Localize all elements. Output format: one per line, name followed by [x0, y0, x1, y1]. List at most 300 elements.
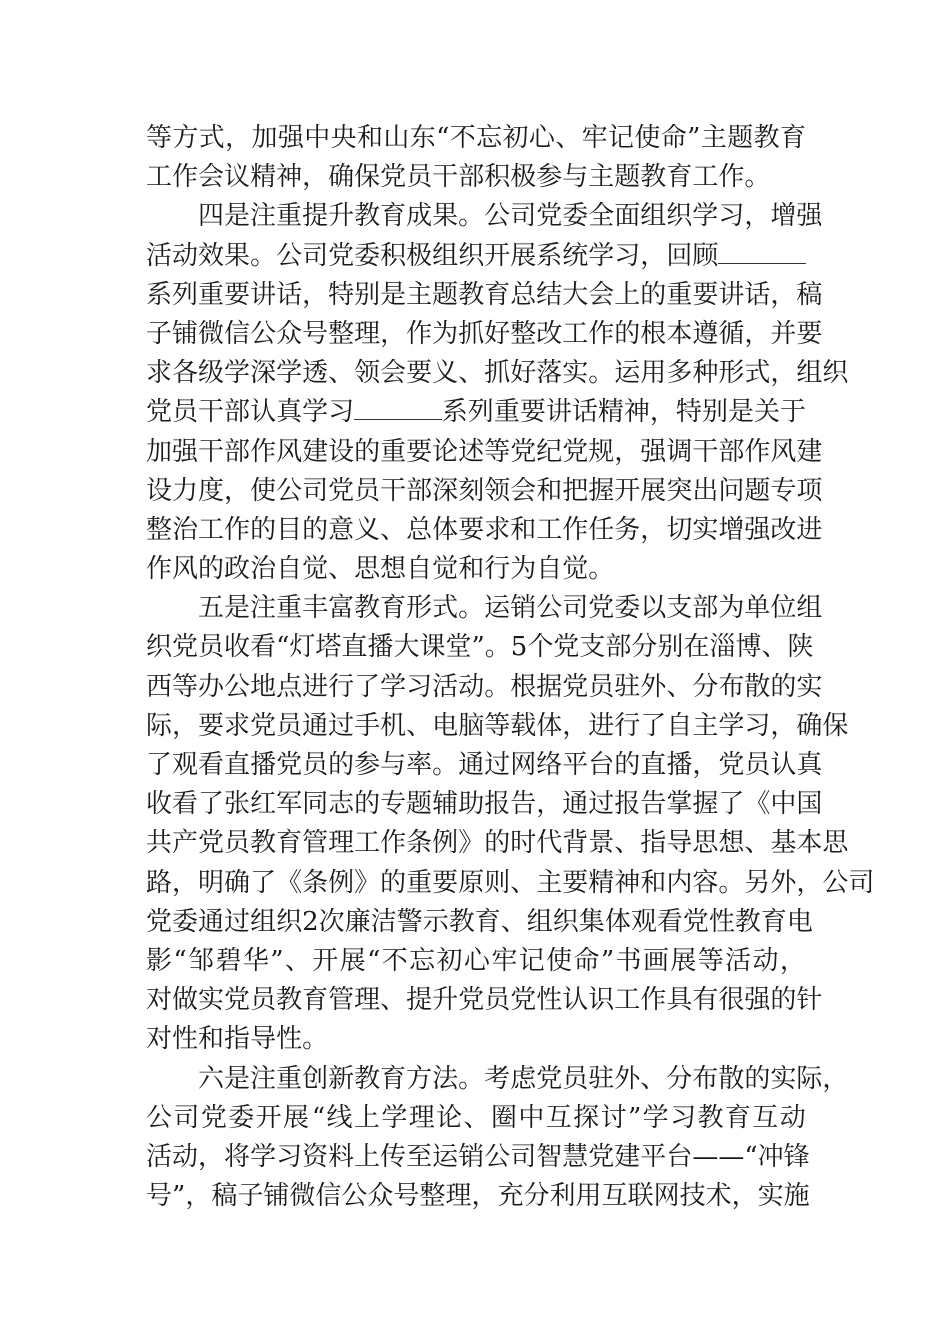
text-char: 会	[510, 475, 537, 506]
text-char: 播	[250, 750, 277, 780]
text-char: 看	[198, 750, 225, 780]
text-char: 作	[562, 514, 589, 545]
text-char: 目	[276, 514, 303, 545]
text-char: 司	[510, 201, 537, 232]
text-char: 集	[578, 906, 605, 937]
text-char: 。	[458, 1063, 485, 1094]
text-char: 、	[463, 1102, 490, 1133]
text-char: 根	[510, 671, 537, 702]
text-char: 强	[640, 436, 667, 467]
text-char: 党	[588, 593, 615, 624]
text-char: 遵	[692, 318, 719, 349]
text-char: 工	[146, 162, 173, 193]
text-char: 华	[242, 945, 269, 976]
text-char: 活	[432, 671, 459, 702]
text-char: 分	[523, 1181, 550, 1212]
text-char: 是	[224, 201, 251, 232]
text-char: 做	[172, 985, 199, 1016]
text-char: 过	[328, 710, 355, 741]
text-char: 员	[198, 632, 225, 663]
text-char: 分	[666, 1063, 693, 1094]
text-char: 自	[536, 554, 563, 585]
text-char: 专	[770, 475, 797, 506]
text-char: 的	[614, 750, 641, 780]
fill-in-blank	[354, 393, 442, 420]
text-char: 神	[614, 867, 641, 898]
text-char: ，	[744, 201, 771, 232]
text-line	[146, 197, 823, 236]
text-char: 、	[510, 867, 537, 898]
text-char: 育	[380, 593, 407, 624]
text-char: 部	[458, 162, 485, 193]
text-char: 领	[484, 475, 511, 506]
text-char: 确	[328, 162, 355, 193]
text-char: 组	[796, 593, 823, 624]
text-char: 干	[198, 397, 225, 428]
text-char: 富	[328, 593, 355, 624]
text-char: 通	[562, 789, 589, 820]
text-char: 联	[627, 1181, 654, 1212]
text-char: 微	[198, 318, 225, 349]
text-char: 作	[380, 828, 407, 859]
text-char: 育	[276, 828, 303, 859]
text-char: 助	[458, 789, 485, 820]
text-char: 要	[406, 358, 433, 389]
text-char: 活	[725, 945, 752, 976]
text-char: 强	[744, 514, 771, 545]
text-char: 和	[357, 123, 384, 153]
text-char: 别	[657, 632, 684, 663]
text-char: 开	[312, 945, 339, 976]
text-char: 等	[484, 436, 511, 467]
text-char: 展	[510, 240, 537, 271]
text-char: 加	[146, 436, 173, 467]
text-char: 干	[432, 162, 459, 193]
text-char: 的	[250, 514, 277, 545]
text-char: 要	[796, 318, 823, 349]
text-char: 力	[172, 475, 199, 506]
text-char: 党	[146, 397, 173, 428]
text-char: ，	[614, 436, 641, 467]
text-char: 导	[250, 1024, 277, 1055]
text-char: 干	[692, 436, 719, 467]
text-char: 是	[224, 1063, 251, 1094]
text-char: ，	[172, 867, 199, 898]
text-char: 、	[744, 828, 771, 859]
text-char: 、	[328, 554, 355, 585]
text-char: 播	[367, 632, 394, 663]
text-char: 外	[614, 1063, 641, 1094]
text-char: ”	[600, 945, 615, 976]
text-char: 号	[302, 318, 329, 349]
text-char: 实	[562, 358, 589, 389]
text-char: 路	[146, 867, 173, 898]
text-char: ，	[172, 710, 199, 741]
text-char: 抓	[484, 358, 511, 389]
text-line	[146, 276, 823, 315]
text-char: 直	[640, 750, 667, 780]
text-char: 使	[546, 945, 573, 976]
text-char: 充	[497, 1181, 524, 1212]
text-char: 思	[822, 828, 849, 859]
text-char: 使	[634, 123, 661, 153]
text-char: 公	[224, 671, 251, 702]
text-char: 四	[198, 201, 225, 232]
text-char: 组	[640, 201, 667, 232]
text-char: 面	[614, 201, 641, 232]
text-char: 子	[237, 1181, 264, 1212]
text-char: 党	[172, 632, 199, 663]
text-char: ，	[692, 750, 719, 780]
text-char: 好	[510, 358, 537, 389]
text-char: ，	[649, 397, 676, 428]
text-char: 。	[302, 1024, 329, 1055]
text-char: 产	[172, 828, 199, 859]
text-line	[146, 158, 806, 197]
text-char: 驻	[614, 671, 641, 702]
text-char: 进	[588, 710, 615, 741]
text-char: 建	[796, 436, 823, 467]
text-char: 风	[172, 554, 199, 585]
text-char: 机	[380, 710, 407, 741]
text-char: 淄	[709, 632, 736, 663]
text-char: 员	[250, 985, 277, 1016]
text-char: 果	[224, 240, 251, 271]
text-char: 习	[718, 201, 745, 232]
text-char: 央	[330, 123, 357, 153]
text-char: 育	[724, 1102, 751, 1133]
text-char: 信	[224, 318, 251, 349]
text-char: 党	[718, 750, 745, 780]
text-char: 看	[656, 906, 683, 937]
text-char: 极	[406, 240, 433, 271]
text-char: 总	[510, 279, 537, 310]
text-char: 党	[224, 985, 251, 1016]
text-char: 本	[666, 318, 693, 349]
text-char: 治	[250, 554, 277, 585]
text-char: 形	[406, 593, 433, 624]
text-char: 动	[752, 945, 779, 976]
text-char: 要	[692, 279, 719, 310]
text-char: ”	[172, 1181, 186, 1212]
text-char: 公	[536, 593, 563, 624]
text-char: 全	[588, 201, 615, 232]
text-char: 委	[172, 906, 199, 937]
text-char: 。	[588, 554, 615, 585]
text-char: 》	[458, 828, 485, 859]
text-char: 了	[146, 750, 173, 780]
text-char: 施	[783, 1181, 810, 1212]
text-char: 的	[640, 279, 667, 310]
text-char: 切	[666, 514, 693, 545]
text-char: 理	[408, 1102, 435, 1133]
text-char: 题	[432, 279, 459, 310]
text-char: 于	[779, 397, 806, 428]
text-char: 术	[705, 1181, 732, 1212]
text-char: 微	[289, 1181, 316, 1212]
text-char: 洁	[370, 906, 397, 937]
text-char: 认	[250, 397, 277, 428]
text-char: 动	[172, 1141, 199, 1172]
text-char: 是	[727, 397, 754, 428]
text-char: 动	[779, 1102, 806, 1133]
text-char: 电	[786, 906, 813, 937]
text-char: 统	[562, 240, 589, 271]
text-char: 堂	[445, 632, 472, 663]
text-char: 织	[552, 906, 579, 937]
text-char: 风	[276, 436, 303, 467]
text-char: 博	[735, 632, 762, 663]
text-char: 使	[250, 475, 277, 506]
text-line	[146, 628, 814, 667]
text-char: 党	[562, 436, 589, 467]
text-char: 中	[770, 789, 797, 820]
text-char: 等	[484, 710, 511, 741]
text-char: 虑	[510, 1063, 537, 1094]
text-char: 风	[770, 436, 797, 467]
text-char: 行	[328, 671, 355, 702]
text-char: 很	[718, 985, 745, 1016]
text-char: 党	[328, 475, 355, 506]
text-char: 别	[701, 397, 728, 428]
text-char: 电	[432, 710, 459, 741]
text-char: 形	[718, 358, 745, 389]
text-char: 为	[432, 318, 459, 349]
text-char: 认	[770, 750, 797, 780]
text-char: 性	[172, 1024, 199, 1055]
text-char: ，	[744, 318, 771, 349]
text-char: 外	[640, 671, 667, 702]
text-char: 共	[146, 828, 173, 859]
text-char: 等	[146, 123, 173, 153]
text-char: 为	[718, 593, 745, 624]
text-char: 作	[172, 162, 199, 193]
text-char: 领	[354, 358, 381, 389]
text-line	[146, 589, 823, 628]
text-char: 组	[526, 906, 553, 937]
text-char: 育	[474, 906, 501, 937]
text-char: 通	[198, 906, 225, 937]
text-char: 的	[770, 671, 797, 702]
text-char: 对	[146, 985, 173, 1016]
text-char: 思	[354, 554, 381, 585]
text-char: 重	[276, 1063, 303, 1094]
text-char: 众	[276, 318, 303, 349]
text-char: 5	[510, 632, 528, 663]
text-char: —	[692, 1141, 719, 1172]
text-char: 精	[250, 162, 277, 193]
text-char: 保	[822, 710, 849, 741]
text-char: 的	[744, 1063, 771, 1094]
text-char: 行	[614, 710, 641, 741]
text-char: 。	[718, 867, 745, 898]
text-char: 党	[146, 906, 173, 937]
text-char: 办	[198, 671, 225, 702]
text-char: 强	[744, 985, 771, 1016]
text-line	[146, 746, 823, 785]
text-char: 真	[796, 750, 823, 780]
text-char: 会	[588, 279, 615, 310]
text-line	[146, 1060, 849, 1099]
text-char: 初	[502, 123, 529, 153]
text-char: 公	[484, 201, 511, 232]
text-char: 络	[536, 750, 563, 780]
text-char: 实	[198, 985, 225, 1016]
text-char: 稿	[796, 279, 823, 310]
text-char: 公	[822, 867, 849, 898]
text-char: 际	[146, 710, 173, 741]
text-char: 性	[708, 906, 735, 937]
text-char: 资	[302, 1141, 329, 1172]
text-char: 工	[562, 318, 589, 349]
text-char: 作	[146, 554, 173, 585]
text-char: 自	[666, 710, 693, 741]
text-char: 求	[224, 710, 251, 741]
text-char: 锋	[783, 1141, 810, 1172]
text-char: 位	[770, 593, 797, 624]
text-char: 在	[683, 632, 710, 663]
text-char: 用	[640, 358, 667, 389]
text-char: 员	[302, 750, 329, 780]
text-char: 求	[484, 514, 511, 545]
text-char: 注	[250, 1063, 277, 1094]
text-char: 互	[601, 1181, 628, 1212]
text-char: 把	[562, 475, 589, 506]
text-char: 等	[172, 671, 199, 702]
text-char: 会	[198, 162, 225, 193]
text-char: 员	[224, 828, 251, 859]
text-char: 过	[224, 906, 251, 937]
text-char: 要	[562, 867, 589, 898]
text-char: 了	[354, 671, 381, 702]
text-char: 过	[588, 789, 615, 820]
text-char: 、	[640, 1063, 667, 1094]
text-char: 升	[328, 201, 355, 232]
text-char: 明	[198, 867, 225, 898]
text-char: 学	[642, 1102, 669, 1133]
text-char: 觉	[562, 554, 589, 585]
text-char: 军	[276, 789, 303, 820]
text-char: 、	[380, 514, 407, 545]
text-char: ，	[302, 279, 329, 310]
text-char: 展	[283, 1102, 310, 1133]
text-char: 结	[536, 279, 563, 310]
text-char: 主	[692, 710, 719, 741]
text-char: 公	[146, 1102, 173, 1133]
text-char: 网	[510, 750, 537, 780]
text-char: 多	[666, 358, 693, 389]
text-char: 告	[510, 789, 537, 820]
text-char: 治	[172, 514, 199, 545]
text-char: 委	[614, 593, 641, 624]
text-char: 重	[276, 201, 303, 232]
text-char: 部	[406, 475, 433, 506]
text-char: 要	[224, 279, 251, 310]
text-char: 例	[328, 867, 355, 898]
text-char: 导	[666, 828, 693, 859]
text-char: 东	[409, 123, 436, 153]
text-line	[146, 903, 813, 942]
text-char: 回	[666, 240, 693, 271]
text-char: 习	[276, 1141, 303, 1172]
text-char: ，	[471, 1181, 498, 1212]
text-char: 司	[173, 1102, 200, 1133]
text-char: 习	[670, 1102, 697, 1133]
text-char: 支	[579, 632, 606, 663]
text-char: 告	[640, 789, 667, 820]
text-char: 部	[718, 436, 745, 467]
text-char: 。	[432, 750, 459, 780]
text-char: 散	[718, 1063, 745, 1094]
text-char: 大	[393, 632, 420, 663]
text-char: 委	[354, 240, 381, 271]
text-char: 学	[692, 201, 719, 232]
text-char: 。	[458, 201, 485, 232]
text-char: 展	[640, 475, 667, 506]
text-char: 司	[510, 1141, 537, 1172]
text-char: 影	[146, 945, 173, 976]
text-char: 内	[666, 867, 693, 898]
text-char: 对	[146, 1024, 173, 1055]
text-char: 教	[458, 279, 485, 310]
text-char: 进	[796, 514, 823, 545]
text-line	[146, 981, 823, 1020]
text-char: 考	[484, 1063, 511, 1094]
text-char: 精	[597, 397, 624, 428]
text-char: 利	[549, 1181, 576, 1212]
text-char: 党	[553, 632, 580, 663]
text-char: 系	[441, 397, 468, 428]
text-char: 党	[276, 750, 303, 780]
text-char: 、	[406, 710, 433, 741]
text-char: 例	[432, 828, 459, 859]
text-char: ，	[185, 1181, 212, 1212]
text-char: 学	[250, 1141, 277, 1172]
text-char: 设	[146, 475, 173, 506]
text-line	[146, 393, 806, 432]
text-char: 则	[484, 867, 511, 898]
text-line	[146, 785, 823, 824]
text-char: 点	[276, 671, 303, 702]
text-char: 强	[172, 436, 199, 467]
text-char: 。	[484, 632, 511, 663]
text-char: 五	[198, 593, 225, 624]
text-char: 想	[380, 554, 407, 585]
text-char: ，	[302, 162, 329, 193]
text-char: ，	[731, 1181, 758, 1212]
text-char: 上	[614, 279, 641, 310]
text-char: 级	[198, 358, 225, 389]
text-char: 员	[484, 985, 511, 1016]
text-char: 观	[172, 750, 199, 780]
text-char: 部	[224, 397, 251, 428]
text-line	[146, 511, 823, 550]
text-char: —	[718, 1141, 745, 1172]
text-line	[146, 1177, 810, 1216]
text-char: 、	[500, 906, 527, 937]
text-char: 个	[527, 632, 554, 663]
text-char: 展	[670, 945, 697, 976]
text-char: 委	[562, 201, 589, 232]
text-char: 重	[493, 397, 520, 428]
text-char: 出	[692, 475, 719, 506]
text-char: 课	[419, 632, 446, 663]
text-char: 突	[666, 475, 693, 506]
text-char: 散	[744, 671, 771, 702]
text-char: 极	[510, 162, 537, 193]
text-char: 、	[614, 828, 641, 859]
text-char: 是	[224, 593, 251, 624]
